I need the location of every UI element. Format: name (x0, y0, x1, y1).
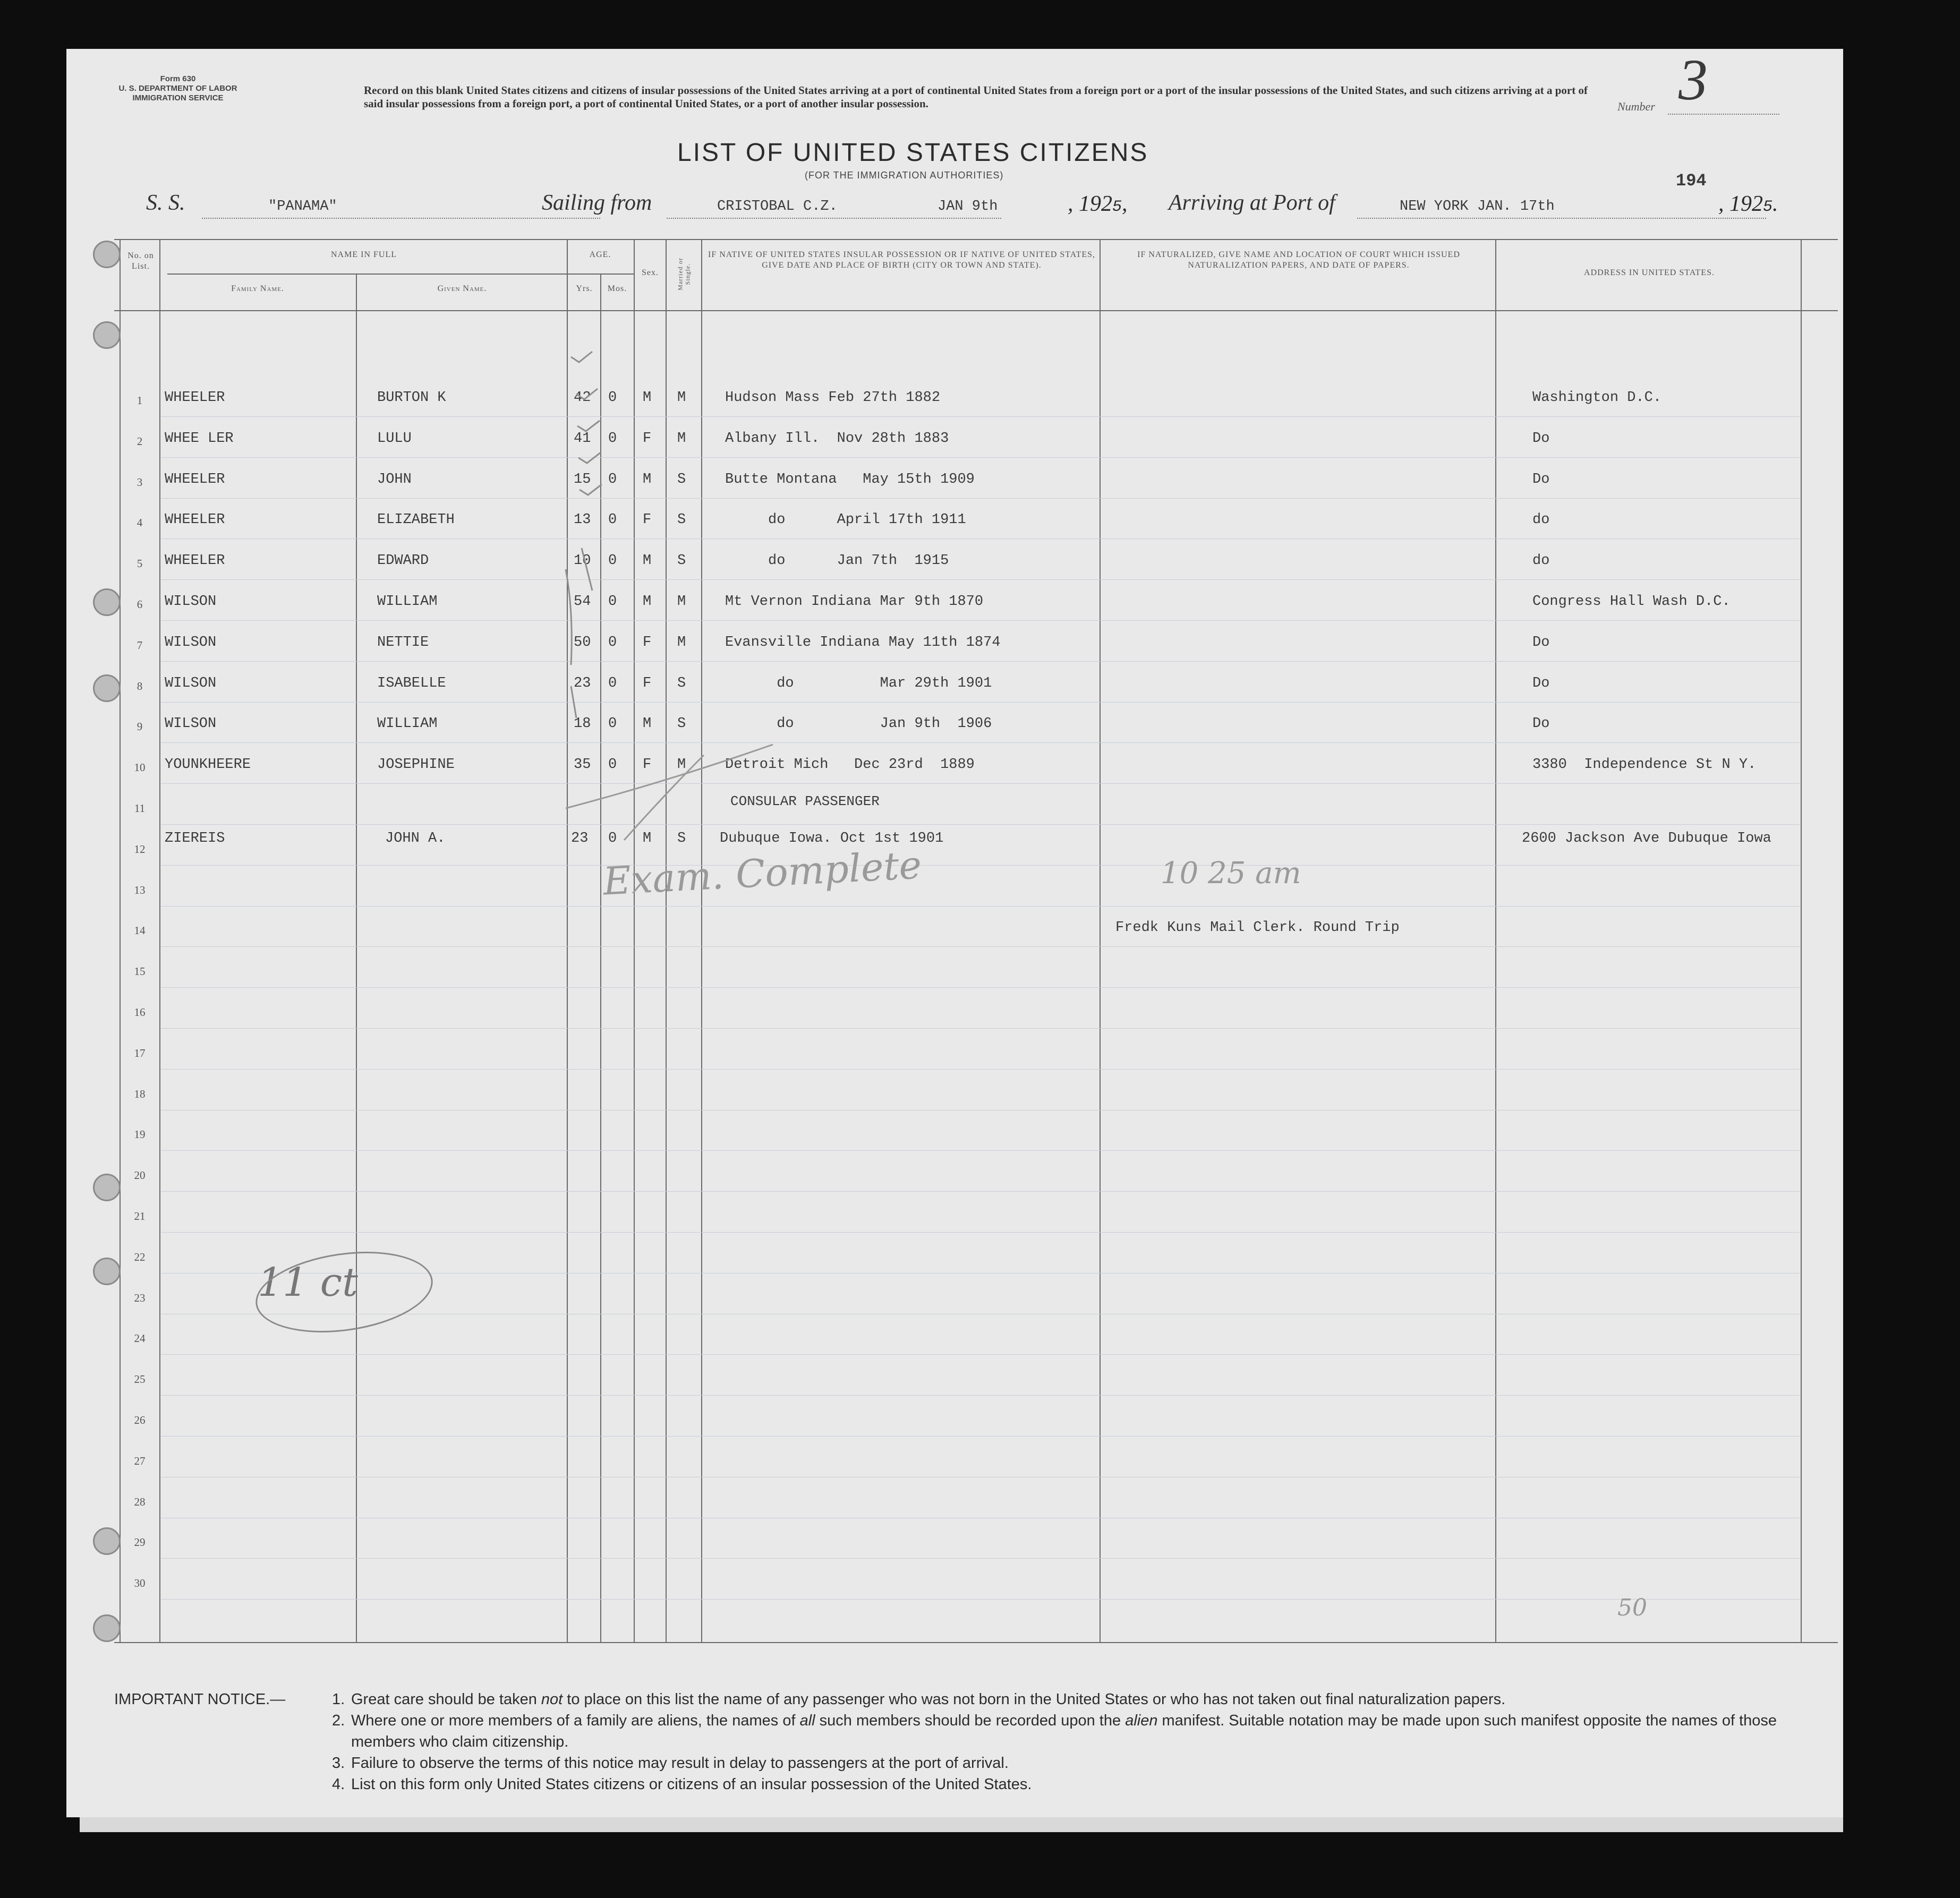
notice-item (332, 1710, 1835, 1752)
cell-ms: S (677, 716, 686, 732)
row-number: 30 (134, 1577, 146, 1590)
cell-family: WHEE LER (165, 430, 234, 447)
cell-family: WILSON (165, 634, 217, 651)
row-number: 17 (134, 1046, 146, 1059)
notice-text-pre: Where one or more members of a family are aliens, the names of (351, 1712, 800, 1729)
cell-sex: F (643, 512, 652, 528)
department-name: U. S. DEPARTMENT OF LABOR (118, 84, 237, 93)
handwritten-page-no: 50 (1617, 1594, 1647, 1621)
col-line-7 (701, 239, 702, 1642)
ship-line (202, 218, 600, 219)
notice-items (332, 1689, 1835, 1795)
notice-label: IMPORTANT NOTICE.— (114, 1691, 286, 1708)
cell-given: JOSEPHINE (377, 757, 455, 773)
arr-year-prefix: 192 (1729, 192, 1763, 216)
consular-birth: Dubuque Iowa. Oct 1st 1901 (720, 831, 944, 847)
record-instructions: Record on this blank United States citizens and citizens of insular possessions of the United States arriving at a port of continental United States from a foreign port or a port of the insular possessions of the United States, and such citizens arriving at a port of said insular possessions from a foreign port, a port of continental United States, or a port of another insular possession. (364, 84, 1588, 110)
row-number: 11 (134, 802, 146, 815)
cell-address: Washington D.C. (1532, 390, 1662, 406)
notice-text-post: such members should be recorded upon the (815, 1712, 1126, 1729)
row-number: 18 (134, 1087, 146, 1100)
handwritten-exam-note: Exam. Complete (602, 842, 923, 904)
ruled-line (161, 416, 1800, 417)
cell-sex: M (643, 390, 652, 406)
count-circle-mark (250, 1241, 438, 1343)
row-number: 28 (134, 1495, 146, 1508)
header-given-name: Given Name. (437, 284, 487, 293)
name-subheader-line (167, 273, 635, 275)
cell-family: WHEELER (165, 512, 225, 528)
cell-sex: M (643, 553, 652, 569)
consular-sex: M (643, 831, 652, 847)
cell-sex: M (643, 594, 652, 610)
notice-item-number: 4. (332, 1776, 345, 1793)
cell-family: WILSON (165, 716, 217, 732)
cell-given: EDWARD (377, 553, 429, 569)
col-line-8 (1100, 239, 1101, 1642)
cell-birth: Detroit Mich Dec 23rd 1889 (725, 757, 975, 773)
cell-mos: 0 (608, 471, 617, 488)
cell-address: Do (1532, 430, 1550, 447)
notice-label-text: IMPORTANT NOTICE. (114, 1691, 270, 1708)
row-number: 25 (134, 1373, 146, 1386)
cell-family: WHEELER (165, 390, 225, 406)
cell-birth: Evansville Indiana May 11th 1874 (725, 634, 1001, 651)
ship-name: "PANAMA" (268, 199, 337, 215)
cell-birth: Butte Montana May 15th 1909 (725, 471, 975, 488)
cell-birth: Hudson Mass Feb 27th 1882 (725, 390, 941, 406)
row-number: 14 (134, 924, 146, 937)
notice-text-post2: manifest. Suitable notation may be made upon such manifest opposite the names of those members who claim citizenship. (351, 1712, 1777, 1750)
cell-birth: do Mar 29th 1901 (725, 675, 992, 691)
cell-yrs: 35 (574, 757, 591, 773)
cell-given: WILLIAM (377, 594, 438, 610)
cell-ms: S (677, 553, 686, 569)
cell-family: WILSON (165, 594, 217, 610)
cell-ms: M (677, 390, 686, 406)
row-number: 10 (134, 761, 146, 774)
cell-address: do (1532, 553, 1550, 569)
row-number: 9 (137, 720, 143, 733)
check-marks (555, 346, 629, 803)
ruled-line (161, 1395, 1800, 1396)
header-address: ADDRESS IN UNITED STATES. (1584, 268, 1715, 277)
cell-yrs: 18 (574, 716, 591, 732)
punch-hole (93, 674, 121, 702)
row-number: 12 (134, 842, 146, 856)
cell-ms: M (677, 634, 686, 651)
ruled-line (161, 498, 1800, 499)
cell-birth: Mt Vernon Indiana Mar 9th 1870 (725, 594, 984, 610)
cell-ms: M (677, 757, 686, 773)
header-naturalized: IF NATURALIZED, GIVE NAME AND LOCATION OF COURT WHICH ISSUED NATURALIZATION PAPERS, AND DATE OF PAPERS. (1137, 250, 1460, 270)
notice-text-post: to place on this list the name of any passenger who was not born in the United States or who has not taken out final naturalization papers. (563, 1691, 1506, 1708)
ruled-line (161, 457, 1800, 458)
ss-label: S. S. (146, 191, 185, 215)
consular-family-name: ZIEREIS (165, 831, 225, 847)
notice-text-pre: Great care should be taken (351, 1691, 541, 1708)
cell-sex: F (643, 430, 652, 447)
cell-given: JOHN (377, 471, 412, 488)
sail-year: , 1925, (1068, 192, 1128, 216)
handwritten-time: 10 25 am (1161, 856, 1301, 891)
from-port-line (667, 218, 1001, 219)
consular-mos: 0 (608, 831, 617, 847)
punch-hole (93, 241, 121, 268)
row-number: 21 (134, 1210, 146, 1222)
sailing-from-label: Sailing from (542, 191, 652, 215)
consular-passenger-label: CONSULAR PASSENGER (730, 793, 880, 809)
cell-sex: F (643, 634, 652, 651)
notice-item-number: 2. (332, 1712, 345, 1729)
form-id (109, 74, 247, 103)
punch-hole (93, 1527, 121, 1555)
cell-yrs: 15 (574, 471, 591, 488)
header-birth: IF NATIVE OF UNITED STATES INSULAR POSSESSION OR IF NATIVE OF UNITED STATES, GIVE DATE AND PLACE OF BIRTH (CITY OR TOWN AND STATE). (708, 250, 1096, 270)
row-number: 26 (134, 1414, 146, 1426)
cell-birth: do Jan 7th 1915 (725, 553, 949, 569)
col-line-5 (634, 239, 635, 1642)
cell-yrs: 54 (574, 594, 591, 610)
ruled-line (161, 1436, 1800, 1437)
cell-given: NETTIE (377, 634, 429, 651)
consular-married-single: S (677, 831, 686, 847)
cell-address: do (1532, 512, 1550, 528)
row-number: 20 (134, 1169, 146, 1182)
number-line (1668, 114, 1779, 115)
row-number: 8 (137, 679, 143, 692)
cell-address: 3380 Independence St N Y. (1532, 757, 1757, 773)
cell-mos: 0 (608, 390, 617, 406)
consular-yrs: 23 (571, 831, 589, 847)
ruled-line (161, 1069, 1800, 1070)
service-name: IMMIGRATION SERVICE (132, 93, 224, 102)
row-number: 6 (137, 598, 143, 611)
cell-birth: Albany Ill. Nov 28th 1883 (725, 430, 949, 447)
page-subtitle: (FOR THE IMMIGRATION AUTHORITIES) (805, 170, 1004, 181)
ruled-line (161, 824, 1800, 825)
cell-yrs: 23 (574, 675, 591, 691)
header-family-name: Family Name. (231, 284, 284, 293)
arriving-label: Arriving at Port of (1169, 191, 1335, 215)
row-number: 5 (137, 557, 143, 570)
cell-given: ELIZABETH (377, 512, 455, 528)
number-value: 3 (1678, 49, 1708, 112)
col-line-6 (666, 239, 667, 1642)
number-label: Number (1617, 100, 1655, 113)
sail-year-suffix: 5 (1112, 198, 1122, 216)
punch-hole (93, 321, 121, 349)
pencil-diagonal-mark (560, 739, 783, 845)
cell-given: WILLIAM (377, 716, 438, 732)
cell-ms: S (677, 675, 686, 691)
ruled-line (161, 1232, 1800, 1233)
cell-given: ISABELLE (377, 675, 446, 691)
col-line-10 (1801, 239, 1802, 1642)
cell-sex: M (643, 716, 652, 732)
ruled-line (161, 1354, 1800, 1355)
col-line-2 (356, 273, 357, 1642)
ruled-line (161, 742, 1800, 743)
notice-text-em: all (799, 1712, 815, 1729)
notice-text-pre: Failure to observe the terms of this notice may result in delay to passengers at the port of arrival. (351, 1755, 1009, 1772)
cell-ms: S (677, 512, 686, 528)
cell-family: WHEELER (165, 553, 225, 569)
page-title: LIST OF UNITED STATES CITIZENS (677, 139, 1149, 167)
ruled-line (161, 946, 1800, 947)
arrival-year: , 1925. (1718, 192, 1778, 216)
notice-item (332, 1689, 1835, 1710)
cell-sex: M (643, 471, 652, 488)
consular-address: 2600 Jackson Ave Dubuque Iowa (1522, 831, 1771, 847)
row-number: 4 (137, 516, 143, 529)
ruled-line (161, 1558, 1800, 1559)
punch-hole (93, 1614, 121, 1642)
cell-mos: 0 (608, 634, 617, 651)
cell-birth: do Jan 9th 1906 (725, 716, 992, 732)
cell-yrs: 13 (574, 512, 591, 528)
punch-hole (93, 588, 121, 616)
row-number: 16 (134, 1006, 146, 1019)
cell-address: Congress Hall Wash D.C. (1532, 594, 1731, 610)
header-yrs: Yrs. (576, 284, 593, 293)
row-number: 22 (134, 1250, 146, 1263)
header-bottom-border (114, 310, 1838, 311)
header-married-or-single: Married or Single. (676, 258, 692, 290)
punch-hole (93, 1174, 121, 1201)
cell-mos: 0 (608, 512, 617, 528)
row-number: 15 (134, 965, 146, 978)
ruled-line (161, 783, 1800, 784)
cell-given: LULU (377, 430, 412, 447)
cell-family: WHEELER (165, 471, 225, 488)
cell-yrs: 42 (574, 390, 591, 406)
mail-clerk-note: Fredk Kuns Mail Clerk. Round Trip (1115, 920, 1400, 936)
ruled-line (161, 865, 1800, 866)
notice-text-em2: alien (1125, 1712, 1158, 1729)
cell-given: BURTON K (377, 390, 446, 406)
row-number: 2 (137, 434, 143, 448)
header-no-on-list: No. on List. (127, 251, 154, 271)
notice-text-pre: List on this form only United States citizens or citizens of an insular possession of the United States. (351, 1776, 1032, 1793)
row-number: 13 (134, 883, 146, 896)
ruled-line (161, 1191, 1800, 1192)
cell-ms: S (677, 471, 686, 488)
cell-yrs: 10 (574, 553, 591, 569)
cell-mos: 0 (608, 430, 617, 447)
col-line-1 (159, 239, 160, 1642)
cell-ms: M (677, 594, 686, 610)
notice-item (332, 1752, 1835, 1774)
cell-address: Do (1532, 675, 1550, 691)
sail-date: JAN 9th (938, 199, 998, 215)
cell-yrs: 41 (574, 430, 591, 447)
row-number: 23 (134, 1291, 146, 1304)
row-number: 19 (134, 1128, 146, 1141)
ruled-line (161, 538, 1800, 539)
row-number: 24 (134, 1332, 146, 1345)
notice-item-number: 3. (332, 1755, 345, 1772)
col-line-0 (120, 239, 121, 1642)
table-bottom-border (114, 1642, 1838, 1643)
ruled-line (161, 702, 1800, 703)
notice-text-em: not (541, 1691, 563, 1708)
row-number: 3 (137, 475, 143, 489)
cell-family: YOUNKHEERE (165, 757, 251, 773)
arrival-line (1357, 218, 1766, 219)
cell-mos: 0 (608, 675, 617, 691)
col-line-9 (1495, 239, 1496, 1642)
ruled-line (161, 1150, 1800, 1151)
table-top-border (114, 239, 1838, 240)
ruled-line (161, 579, 1800, 580)
row-number: 29 (134, 1536, 146, 1549)
form-number: Form 630 (160, 74, 196, 83)
notice-item (332, 1774, 1835, 1795)
cell-sex: F (643, 757, 652, 773)
handwritten-count: 11 ct (258, 1260, 358, 1305)
row-number: 7 (137, 638, 143, 652)
cell-birth: do April 17th 1911 (725, 512, 966, 528)
cell-mos: 0 (608, 716, 617, 732)
consular-given-name: JOHN A. (385, 831, 446, 847)
row-number: 1 (137, 394, 143, 407)
header-mos: Mos. (607, 284, 627, 293)
arr-year-suffix: 5 (1763, 198, 1773, 216)
ruled-line (161, 661, 1800, 662)
cell-address: Do (1532, 634, 1550, 651)
ruled-line (161, 987, 1800, 988)
header-name-in-full: NAME IN FULL (331, 250, 397, 259)
cell-yrs: 50 (574, 634, 591, 651)
cell-mos: 0 (608, 757, 617, 773)
cell-mos: 0 (608, 594, 617, 610)
page-stamp: 194 (1676, 171, 1707, 191)
sail-year-prefix: 192 (1079, 192, 1112, 216)
ruled-line (161, 1599, 1800, 1600)
arrival-port: NEW YORK JAN. 17th (1400, 199, 1555, 215)
ruled-line (161, 620, 1800, 621)
cell-address: Do (1532, 471, 1550, 488)
cell-family: WILSON (165, 675, 217, 691)
ruled-line (161, 906, 1800, 907)
row-number: 27 (134, 1454, 146, 1467)
notice-item-number: 1. (332, 1691, 345, 1708)
cell-mos: 0 (608, 553, 617, 569)
cell-address: Do (1532, 716, 1550, 732)
from-port: CRISTOBAL C.Z. (717, 199, 838, 215)
punch-hole (93, 1258, 121, 1285)
header-sex: Sex. (642, 268, 659, 277)
ruled-line (161, 1028, 1800, 1029)
cell-sex: F (643, 675, 652, 691)
cell-ms: M (677, 430, 686, 447)
header-age: AGE. (589, 250, 611, 259)
manifest-page (66, 49, 1843, 1817)
